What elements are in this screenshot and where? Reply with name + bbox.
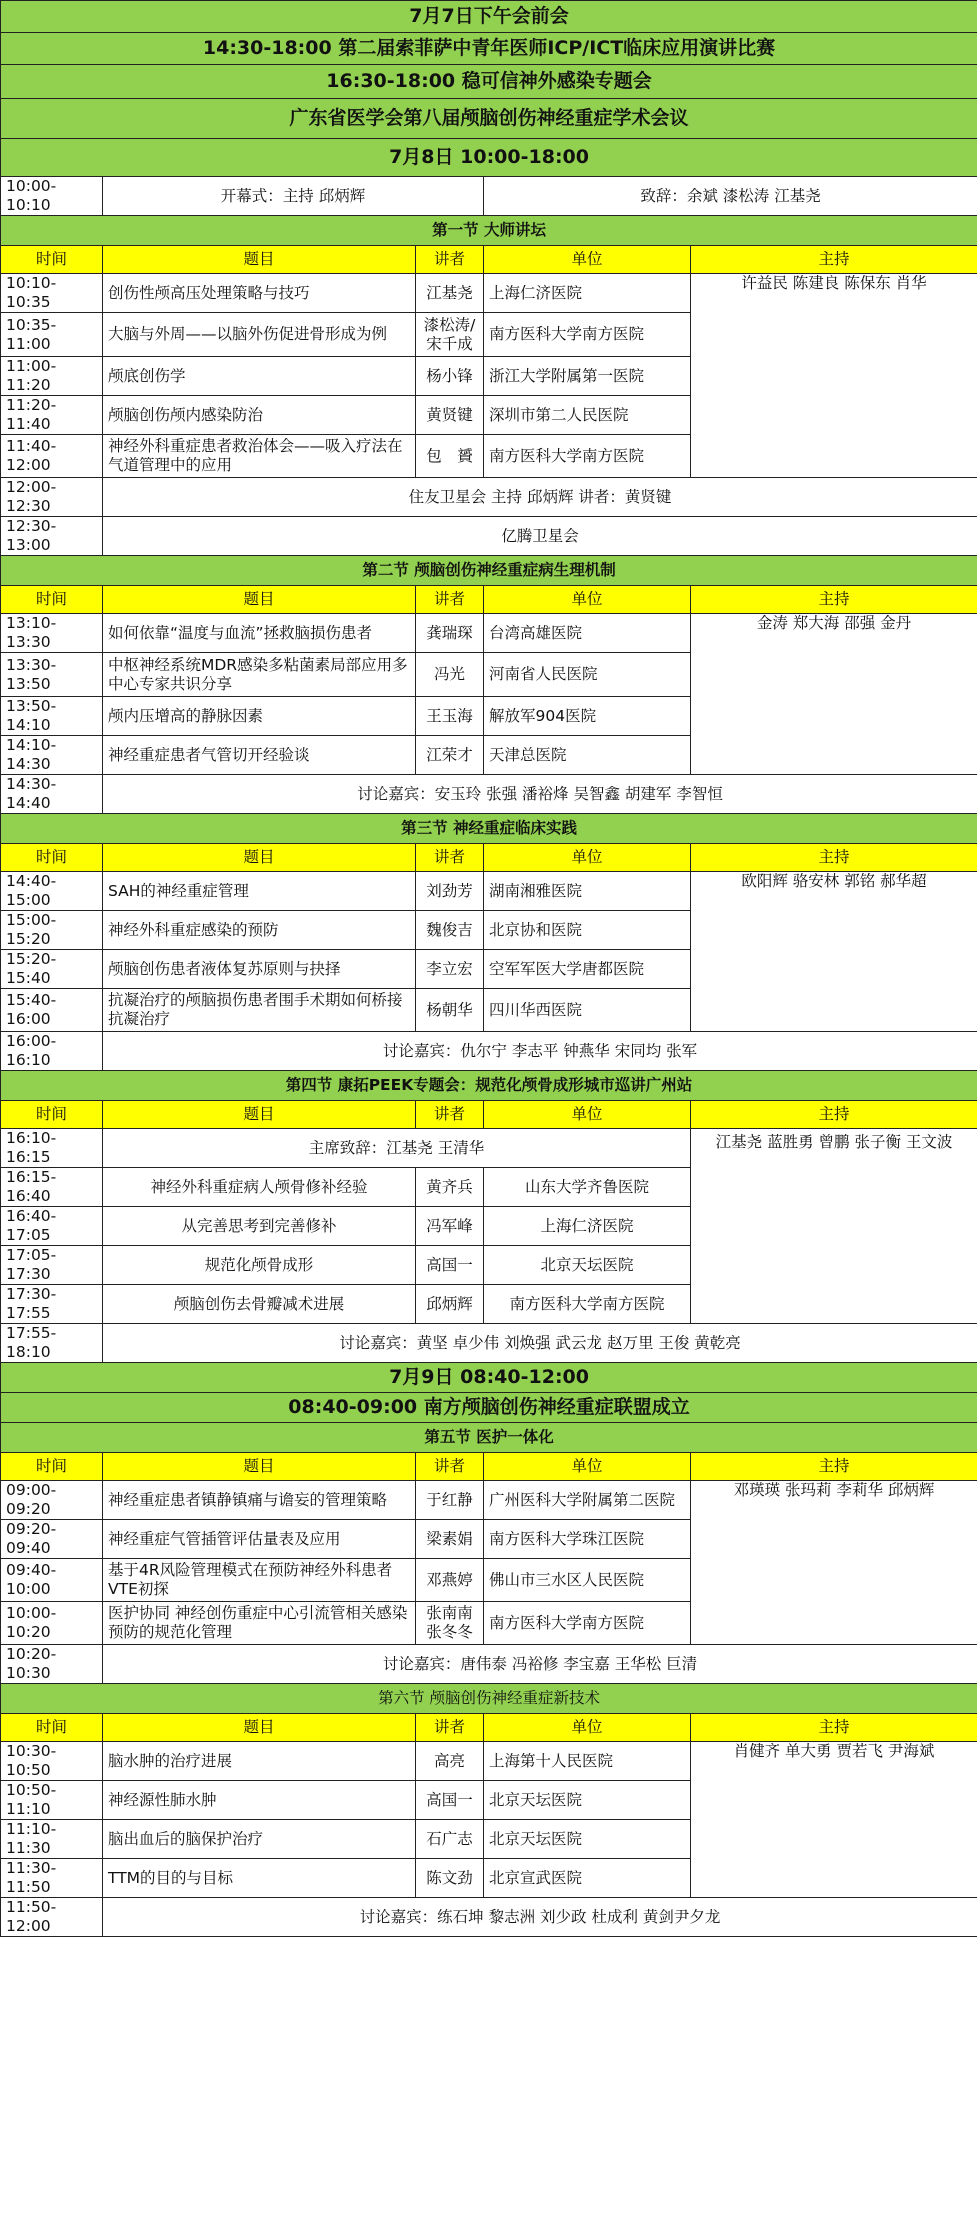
topic-cell: 中枢神经系统MDR感染多粘菌素局部应用多中心专家共识分享 [103, 653, 416, 697]
section-title: 第二节 颅脑创伤神经重症病生理机制 [1, 556, 977, 586]
col-header-speaker: 讲者 [416, 246, 484, 274]
table-row [1, 872, 977, 911]
table-row [1, 246, 977, 274]
table-row [1, 1684, 977, 1714]
time-cell: 15:40-16:00 [1, 989, 103, 1032]
time-cell: 09:20-09:40 [1, 1520, 103, 1559]
chair-cell: 邓瑛瑛 张玛莉 李莉华 邱炳辉 [691, 1481, 977, 1645]
section-title: 第六节 颅脑创伤神经重症新技术 [1, 1684, 977, 1714]
speaker-cell: 黄齐兵 [416, 1168, 484, 1207]
topic-cell: 神经重症患者镇静镇痛与谵妄的管理策略 [103, 1481, 416, 1520]
time-cell: 16:00-16:10 [1, 1032, 103, 1071]
speaker-cell: 包 贇 [416, 435, 484, 478]
time-cell: 13:10-13:30 [1, 614, 103, 653]
unit-cell: 北京天坛医院 [484, 1781, 691, 1820]
col-header-topic: 题目 [103, 1101, 416, 1129]
satellite-meeting: 住友卫星会 主持 邱炳辉 讲者：黄贤键 [103, 478, 977, 517]
table-row [1, 1129, 977, 1168]
col-header-unit: 单位 [484, 844, 691, 872]
time-cell: 11:00-11:20 [1, 357, 103, 396]
topic-cell: 颅内压增高的静脉因素 [103, 697, 416, 736]
time-cell: 17:30-17:55 [1, 1285, 103, 1324]
time-cell: 10:20-10:30 [1, 1645, 103, 1684]
time-cell: 16:40-17:05 [1, 1207, 103, 1246]
opening-speech: 致辞：余斌 漆松涛 江基尧 [484, 177, 977, 216]
topic-cell: 基于4R风险管理模式在预防神经外科患者VTE初探 [103, 1559, 416, 1602]
alliance-founding: 08:40-09:00 南方颅脑创伤神经重症联盟成立 [1, 1393, 977, 1423]
speaker-cell: 高亮 [416, 1742, 484, 1781]
time-cell: 12:30-13:00 [1, 517, 103, 556]
table-row [1, 1481, 977, 1520]
topic-cell: 抗凝治疗的颅脑损伤患者围手术期如何桥接抗凝治疗 [103, 989, 416, 1032]
topic-cell: 如何依靠“温度与血流”拯救脑损伤患者 [103, 614, 416, 653]
table-row [1, 517, 977, 556]
time-cell: 12:00-12:30 [1, 478, 103, 517]
time-cell: 10:50-11:10 [1, 1781, 103, 1820]
chair-cell: 金涛 郑大海 邵强 金丹 [691, 614, 977, 775]
unit-cell: 北京天坛医院 [484, 1246, 691, 1285]
unit-cell: 四川华西医院 [484, 989, 691, 1032]
topic-cell: 神经外科重症患者救治体会——吸入疗法在气道管理中的应用 [103, 435, 416, 478]
table-row [1, 274, 977, 313]
topic-cell: 神经重症气管插管评估量表及应用 [103, 1520, 416, 1559]
speaker-cell: 张南南 张冬冬 [416, 1602, 484, 1645]
topic-cell: 医护协同 神经创伤重症中心引流管相关感染预防的规范化管理 [103, 1602, 416, 1645]
speaker-cell: 邱炳辉 [416, 1285, 484, 1324]
col-header-unit: 单位 [484, 1101, 691, 1129]
discussion-guests: 讨论嘉宾：唐伟泰 冯裕修 李宝嘉 王华松 巨清 [103, 1645, 977, 1684]
time-cell: 10:00-10:20 [1, 1602, 103, 1645]
col-header-chair: 主持 [691, 1714, 977, 1742]
topic-cell: 规范化颅骨成形 [103, 1246, 416, 1285]
meeting-subtitle: 14:30-18:00 第二届索菲萨中青年医师ICP/ICT临床应用演讲比赛 [1, 33, 977, 65]
topic-cell: 从完善思考到完善修补 [103, 1207, 416, 1246]
discussion-guests: 讨论嘉宾：练石坤 黎志洲 刘少政 杜成利 黄剑尹夕龙 [103, 1898, 977, 1937]
topic-cell: 创伤性颅高压处理策略与技巧 [103, 274, 416, 313]
speaker-cell: 高国一 [416, 1781, 484, 1820]
table-row [1, 775, 977, 814]
topic-cell: 脑水肿的治疗进展 [103, 1742, 416, 1781]
speaker-cell: 杨小锋 [416, 357, 484, 396]
unit-cell: 山东大学齐鲁医院 [484, 1168, 691, 1207]
time-cell: 17:05-17:30 [1, 1246, 103, 1285]
unit-cell: 天津总医院 [484, 736, 691, 775]
time-cell: 14:40-15:00 [1, 872, 103, 911]
unit-cell: 南方医科大学南方医院 [484, 1285, 691, 1324]
discussion-guests: 讨论嘉宾：黄坚 卓少伟 刘焕强 武云龙 赵万里 王俊 黄乾亮 [103, 1324, 977, 1363]
speaker-cell: 龚瑞琛 [416, 614, 484, 653]
topic-cell: 颅底创伤学 [103, 357, 416, 396]
time-cell: 14:30-14:40 [1, 775, 103, 814]
topic-cell: 颅脑创伤患者液体复苏原则与抉择 [103, 950, 416, 989]
speaker-cell: 冯光 [416, 653, 484, 697]
col-header-topic: 题目 [103, 1714, 416, 1742]
unit-cell: 湖南湘雅医院 [484, 872, 691, 911]
col-header-speaker: 讲者 [416, 1101, 484, 1129]
table-row [1, 844, 977, 872]
time-cell: 10:00-10:10 [1, 177, 103, 216]
unit-cell: 南方医科大学珠江医院 [484, 1520, 691, 1559]
col-header-chair: 主持 [691, 246, 977, 274]
time-cell: 11:50-12:00 [1, 1898, 103, 1937]
col-header-topic: 题目 [103, 844, 416, 872]
day-date: 7月9日 08:40-12:00 [1, 1363, 977, 1393]
unit-cell: 北京协和医院 [484, 911, 691, 950]
col-header-speaker: 讲者 [416, 1714, 484, 1742]
table-row [1, 177, 977, 216]
table-row [1, 1742, 977, 1781]
col-header-time: 时间 [1, 1453, 103, 1481]
table-row [1, 65, 977, 99]
col-header-speaker: 讲者 [416, 844, 484, 872]
speaker-cell: 杨朝华 [416, 989, 484, 1032]
topic-cell: 脑出血后的脑保护治疗 [103, 1820, 416, 1859]
col-header-topic: 题目 [103, 246, 416, 274]
unit-cell: 空军军医大学唐都医院 [484, 950, 691, 989]
unit-cell: 解放军904医院 [484, 697, 691, 736]
col-header-time: 时间 [1, 844, 103, 872]
topic-cell: 颅脑创伤颅内感染防治 [103, 396, 416, 435]
unit-cell: 浙江大学附属第一医院 [484, 357, 691, 396]
speaker-cell: 刘劲芳 [416, 872, 484, 911]
unit-cell: 上海仁济医院 [484, 1207, 691, 1246]
section-title: 第五节 医护一体化 [1, 1423, 977, 1453]
speaker-cell: 石广志 [416, 1820, 484, 1859]
table-row [1, 1, 977, 33]
speaker-cell: 高国一 [416, 1246, 484, 1285]
col-header-speaker: 讲者 [416, 1453, 484, 1481]
table-row [1, 1032, 977, 1071]
unit-cell: 南方医科大学南方医院 [484, 435, 691, 478]
time-cell: 11:30-11:50 [1, 1859, 103, 1898]
speaker-cell: 王玉海 [416, 697, 484, 736]
col-header-chair: 主持 [691, 844, 977, 872]
table-row [1, 139, 977, 177]
time-cell: 09:40-10:00 [1, 1559, 103, 1602]
table-row [1, 99, 977, 139]
table-row [1, 1393, 977, 1423]
time-cell: 11:40-12:00 [1, 435, 103, 478]
meeting-subtitle: 16:30-18:00 稳可信神外感染专题会 [1, 65, 977, 99]
topic-cell: 神经外科重症病人颅骨修补经验 [103, 1168, 416, 1207]
unit-cell: 佛山市三水区人民医院 [484, 1559, 691, 1602]
time-cell: 10:10-10:35 [1, 274, 103, 313]
time-cell: 11:10-11:30 [1, 1820, 103, 1859]
topic-cell: 颅脑创伤去骨瓣减术进展 [103, 1285, 416, 1324]
table-row [1, 1453, 977, 1481]
table-row [1, 1363, 977, 1393]
table-row [1, 586, 977, 614]
chair-cell: 欧阳辉 骆安林 郭铭 郝华超 [691, 872, 977, 1032]
table-row [1, 1714, 977, 1742]
topic-cell: TTM的目的与目标 [103, 1859, 416, 1898]
speaker-cell: 漆松涛/ 宋千成 [416, 313, 484, 357]
table-row [1, 33, 977, 65]
col-header-time: 时间 [1, 1714, 103, 1742]
conference-title: 广东省医学会第八届颅脑创伤神经重症学术会议 [1, 99, 977, 139]
table-row [1, 1898, 977, 1937]
table-row [1, 614, 977, 653]
topic-cell: 神经重症患者气管切开经验谈 [103, 736, 416, 775]
speaker-cell: 于红静 [416, 1481, 484, 1520]
unit-cell: 上海第十人民医院 [484, 1742, 691, 1781]
col-header-time: 时间 [1, 246, 103, 274]
col-header-unit: 单位 [484, 246, 691, 274]
time-cell: 13:30-13:50 [1, 653, 103, 697]
section-title: 第一节 大师讲坛 [1, 216, 977, 246]
opening-ceremony: 开幕式：主持 邱炳辉 [103, 177, 484, 216]
unit-cell: 深圳市第二人民医院 [484, 396, 691, 435]
table-row [1, 1423, 977, 1453]
time-cell: 13:50-14:10 [1, 697, 103, 736]
time-cell: 10:35-11:00 [1, 313, 103, 357]
speaker-cell: 李立宏 [416, 950, 484, 989]
time-cell: 15:00-15:20 [1, 911, 103, 950]
section-title: 第四节 康拓PEEK专题会：规范化颅骨成形城市巡讲广州站 [1, 1071, 977, 1101]
topic-cell: SAH的神经重症管理 [103, 872, 416, 911]
table-row [1, 1324, 977, 1363]
discussion-guests: 讨论嘉宾：仇尔宁 李志平 钟燕华 宋同均 张军 [103, 1032, 977, 1071]
speaker-cell: 江荣才 [416, 736, 484, 775]
time-cell: 17:55-18:10 [1, 1324, 103, 1363]
satellite-meeting: 亿腾卫星会 [103, 517, 977, 556]
unit-cell: 河南省人民医院 [484, 653, 691, 697]
unit-cell: 上海仁济医院 [484, 274, 691, 313]
unit-cell: 北京宣武医院 [484, 1859, 691, 1898]
speaker-cell: 黄贤键 [416, 396, 484, 435]
col-header-chair: 主持 [691, 586, 977, 614]
col-header-unit: 单位 [484, 1453, 691, 1481]
table-row [1, 814, 977, 844]
table-row [1, 1071, 977, 1101]
col-header-speaker: 讲者 [416, 586, 484, 614]
topic-cell: 神经源性肺水肿 [103, 1781, 416, 1820]
time-cell: 16:10-16:15 [1, 1129, 103, 1168]
unit-cell: 广州医科大学附属第二医院 [484, 1481, 691, 1520]
col-header-chair: 主持 [691, 1453, 977, 1481]
speaker-cell: 江基尧 [416, 274, 484, 313]
col-header-time: 时间 [1, 586, 103, 614]
table-row [1, 556, 977, 586]
col-header-time: 时间 [1, 1101, 103, 1129]
table-row [1, 1101, 977, 1129]
chair-speech: 主席致辞：江基尧 王清华 [103, 1129, 691, 1168]
col-header-chair: 主持 [691, 1101, 977, 1129]
time-cell: 14:10-14:30 [1, 736, 103, 775]
time-cell: 11:20-11:40 [1, 396, 103, 435]
chair-cell: 肖健齐 单大勇 贾若飞 尹海斌 [691, 1742, 977, 1898]
speaker-cell: 梁素娟 [416, 1520, 484, 1559]
section-title: 第三节 神经重症临床实践 [1, 814, 977, 844]
time-cell: 16:15-16:40 [1, 1168, 103, 1207]
table-row [1, 216, 977, 246]
speaker-cell: 魏俊吉 [416, 911, 484, 950]
table-row [1, 478, 977, 517]
unit-cell: 南方医科大学南方医院 [484, 313, 691, 357]
topic-cell: 神经外科重症感染的预防 [103, 911, 416, 950]
time-cell: 15:20-15:40 [1, 950, 103, 989]
chair-cell: 江基尧 蓝胜勇 曾鹏 张子衡 王文波 [691, 1129, 977, 1324]
topic-cell: 大脑与外周——以脑外伤促进骨形成为例 [103, 313, 416, 357]
speaker-cell: 陈文劲 [416, 1859, 484, 1898]
time-cell: 09:00-09:20 [1, 1481, 103, 1520]
col-header-unit: 单位 [484, 1714, 691, 1742]
col-header-unit: 单位 [484, 586, 691, 614]
time-cell: 10:30-10:50 [1, 1742, 103, 1781]
speaker-cell: 冯军峰 [416, 1207, 484, 1246]
meeting-title: 7月7日下午会前会 [1, 1, 977, 33]
speaker-cell: 邓燕婷 [416, 1559, 484, 1602]
conference-date: 7月8日 10:00-18:00 [1, 139, 977, 177]
chair-cell: 许益民 陈建良 陈保东 肖华 [691, 274, 977, 478]
col-header-topic: 题目 [103, 1453, 416, 1481]
table-row [1, 1645, 977, 1684]
unit-cell: 台湾高雄医院 [484, 614, 691, 653]
unit-cell: 南方医科大学南方医院 [484, 1602, 691, 1645]
col-header-topic: 题目 [103, 586, 416, 614]
unit-cell: 北京天坛医院 [484, 1820, 691, 1859]
discussion-guests: 讨论嘉宾：安玉玲 张强 潘裕烽 吴智鑫 胡建军 李智恒 [103, 775, 977, 814]
